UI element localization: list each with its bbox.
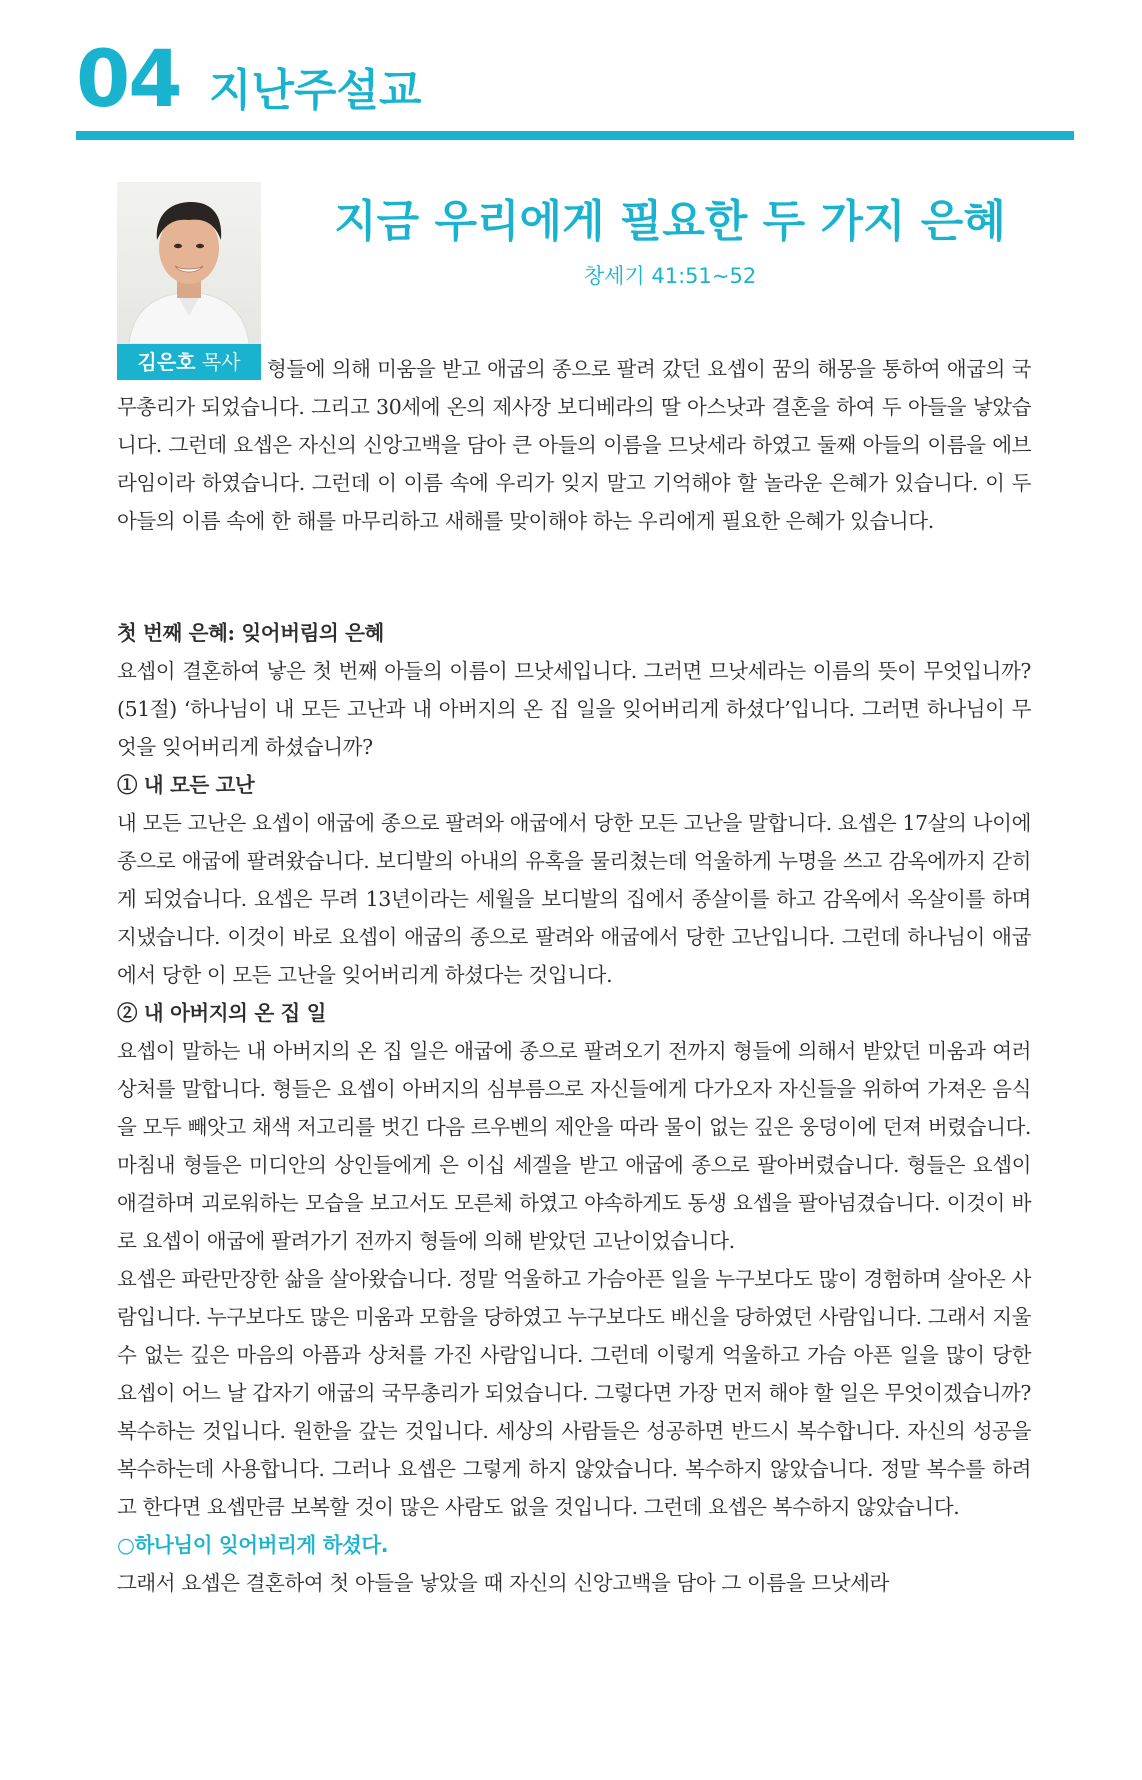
pastor-photo [117, 182, 261, 344]
page-header [76, 35, 1074, 128]
section-number: 04 [76, 35, 181, 125]
point1-heading: ① 내 모든 고난 [117, 773, 255, 797]
section-title: 지난주설교 [209, 65, 422, 116]
intro-text [117, 350, 1031, 540]
forget-subheading: ○하나님이 잊어버리게 하셨다. [117, 1533, 389, 1557]
last-paragraph: 그래서 요셉은 결혼하여 첫 아들을 낳았을 때 자신의 신앙고백을 담아 그 이름을 므낫세라 [117, 1571, 889, 1595]
grace1-paragraph: 요셉이 결혼하여 낳은 첫 번째 아들의 이름이 므낫세입니다. 그러면 므낫세라는 이름의 뜻이 무엇입니까?(51절) ‘하나님이 내 모든 고난과 내 아버지의 온 집 일을 잊어버리게 하셨다’입니다. 그러면 하나님이 무엇을 잊어버리게 하셨습니까? [117, 659, 1031, 759]
point2-paragraph: 요셉이 말하는 내 아버지의 온 집 일은 애굽에 종으로 팔려오기 전까지 형들에 의해서 받았던 미움과 여러 상처를 말합니다. 형들은 요셉이 아버지의 심부름으로 자신들에게 다가오자 자신들을 위하여 가져온 음식을 모두 빼앗고 채색 저고리를 벗긴 다음 르우벤의 제안을 따라 물이 없는 깊은 웅덩이에 던져 버렸습니다. 마침내 형들은 미디안의 상인들에게 은 이십 세겔을 받고 애굽에 종으로 팔아버렸습니다. 형들은 요셉이 애걸하며 괴로워하는 모습을 보고서도 모른체 하였고 야속하게도 동생 요셉을 팔아넘겼습니다. 이것이 바로 요셉이 애굽에 팔려가기 전까지 형들에 의해 받았던 고난이었습니다. [117, 1039, 1031, 1253]
intro-paragraph: 형들에 의해 미움을 받고 애굽의 종으로 팔려 갔던 요셉이 꿈의 해몽을 통하여 애굽의 국무총리가 되었습니다. 그리고 30세에 온의 제사장 보디베라의 딸 아스낫과 결혼을 하여 두 아들을 낳았습니다. 그런데 요셉은 자신의 신앙고백을 담아 큰 아들의 이름을 므낫세라 하였고 둘째 아들의 이름을 에브라임이라 하였습니다. 그런데 이 이름 속에 우리가 잊지 말고 기억해야 할 놀라운 은혜가 있습니다. 이 두 아들의 이름 속에 한 해를 마무리하고 새해를 맞이해야 하는 우리에게 필요한 은혜가 있습니다. [117, 357, 1031, 533]
sermon-title: 지금 우리에게 필요한 두 가지 은혜 [334, 196, 1006, 247]
pastor-name: 김은호 [137, 350, 196, 374]
header-divider [76, 131, 1074, 140]
point1-paragraph: 내 모든 고난은 요셉이 애굽에 종으로 팔려와 애굽에서 당한 모든 고난을 말합니다. 요셉은 17살의 나이에 종으로 애굽에 팔려왔습니다. 보디발의 아내의 유혹을 물리쳤는데 억울하게 누명을 쓰고 감옥에까지 갇히게 되었습니다. 요셉은 무려 13년이라는 세월을 보디발의 집에서 종살이를 하고 감옥에서 옥살이를 하며 지냈습니다. 이것이 바로 요셉이 애굽의 종으로 팔려와 애굽에서 당한 고난입니다. 그런데 하나님이 애굽에서 당한 이 모든 고난을 잊어버리게 하셨다는 것입니다. [117, 811, 1031, 987]
sermon-body [117, 614, 1031, 1602]
pastor-title: 목사 [201, 350, 241, 374]
point2-heading: ② 내 아버지의 온 집 일 [117, 1001, 327, 1025]
revenge-paragraph: 요셉은 파란만장한 삶을 살아왔습니다. 정말 억울하고 가슴아픈 일을 누구보다도 많이 경험하며 살아온 사람입니다. 누구보다도 많은 미움과 모함을 당하였고 누구보다도 배신을 당하였던 사람입니다. 그래서 지울 수 없는 깊은 마음의 아픔과 상처를 가진 사람입니다. 그런데 이렇게 억울하고 가슴 아픈 일을 많이 당한 요셉이 어느 날 갑자기 애굽의 국무총리가 되었습니다. 그렇다면 가장 먼저 해야 할 일은 무엇이겠습니까? 복수하는 것입니다. 원한을 갚는 것입니다. 세상의 사람들은 성공하면 반드시 복수합니다. 자신의 성공을 복수하는데 사용합니다. 그러나 요셉은 그렇게 하지 않았습니다. 복수하지 않았습니다. 정말 복수를 하려고 한다면 요셉만큼 보복할 것이 많은 사람도 없을 것입니다. 그런데 요셉은 복수하지 않았습니다. [117, 1267, 1031, 1519]
scripture-reference: 창세기 41:51~52 [583, 264, 757, 288]
grace1-heading: 첫 번째 은혜: 잊어버림의 은혜 [117, 621, 384, 645]
